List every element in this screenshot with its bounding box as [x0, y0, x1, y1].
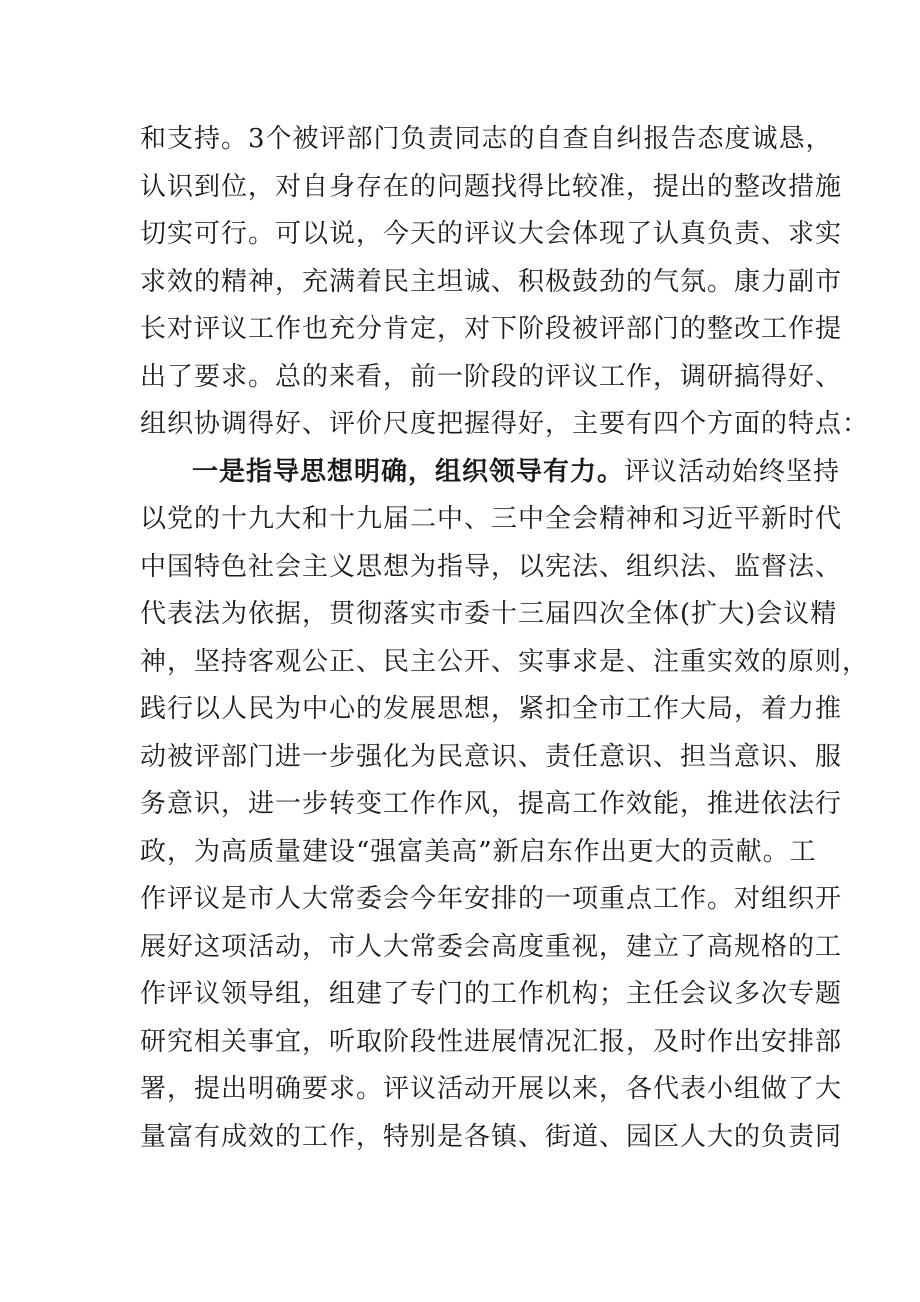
- text-line: 以党的十九大和十九届二中、三中全会精神和习近平新时代: [140, 504, 843, 534]
- paragraph-lead-heading: 一是指导思想明确，组织领导有力。: [192, 456, 625, 487]
- text-line: 践行以人民为中心的发展思想，紧扣全市工作大局，着力推: [140, 694, 843, 724]
- text-line: 量富有成效的工作，特别是各镇、街道、园区人大的负责同: [140, 1121, 843, 1152]
- text-line: 和支持。3个被评部门负责同志的自查自纠报告态度诚恳，: [140, 124, 833, 154]
- text-line: 切实可行。可以说，今天的评议大会体现了认真负责、求实: [140, 219, 843, 249]
- text-line: 展好这项活动，市人大常委会高度重视，建立了高规格的工: [140, 931, 843, 962]
- text-line: 作评议领导组，组建了专门的工作机构；主任会议多次专题: [140, 979, 843, 1009]
- paragraph-lead-rest: 评议活动始终坚持: [624, 456, 841, 487]
- text-line: 署，提出明确要求。评议活动开展以来，各代表小组做了大: [140, 1074, 843, 1104]
- text-line: 代表法为依据，贯彻落实市委十三届四次全体(扩大)会议精: [140, 599, 838, 629]
- text-line: 认识到位，对自身存在的问题找得比较准，提出的整改措施: [140, 171, 843, 202]
- document-body: [140, 116, 870, 1161]
- text-line: 动被评部门进一步强化为民意识、责任意识、担当意识、服: [140, 741, 843, 772]
- text-line: 神，坚持客观公正、民主公开、实事求是、注重实效的原则，: [140, 646, 870, 677]
- text-line: 求效的精神，充满着民主坦诚、积极鼓劲的气氛。康力副市: [140, 266, 843, 297]
- text-line: 务意识，进一步转变工作作风，提高工作效能，推进依法行: [140, 789, 843, 819]
- text-line: 出了要求。总的来看，前一阶段的评议工作，调研搞得好、: [140, 361, 843, 392]
- text-line: 长对评议工作也充分肯定，对下阶段被评部门的整改工作提: [140, 314, 843, 344]
- text-line: 中国特色社会主义思想为指导，以宪法、组织法、监督法、: [140, 551, 843, 582]
- text-line: 作评议是市人大常委会今年安排的一项重点工作。对组织开: [140, 884, 843, 914]
- text-line: 研究相关事宜，听取阶段性进展情况汇报，及时作出安排部: [140, 1026, 843, 1057]
- text-line: 政，为高质量建设“强富美高”新启东作出更大的贡献。工: [140, 836, 817, 867]
- text-line: 组织协调得好、评价尺度把握得好，主要有四个方面的特点：: [140, 409, 870, 439]
- paragraph-first-line: [140, 449, 841, 497]
